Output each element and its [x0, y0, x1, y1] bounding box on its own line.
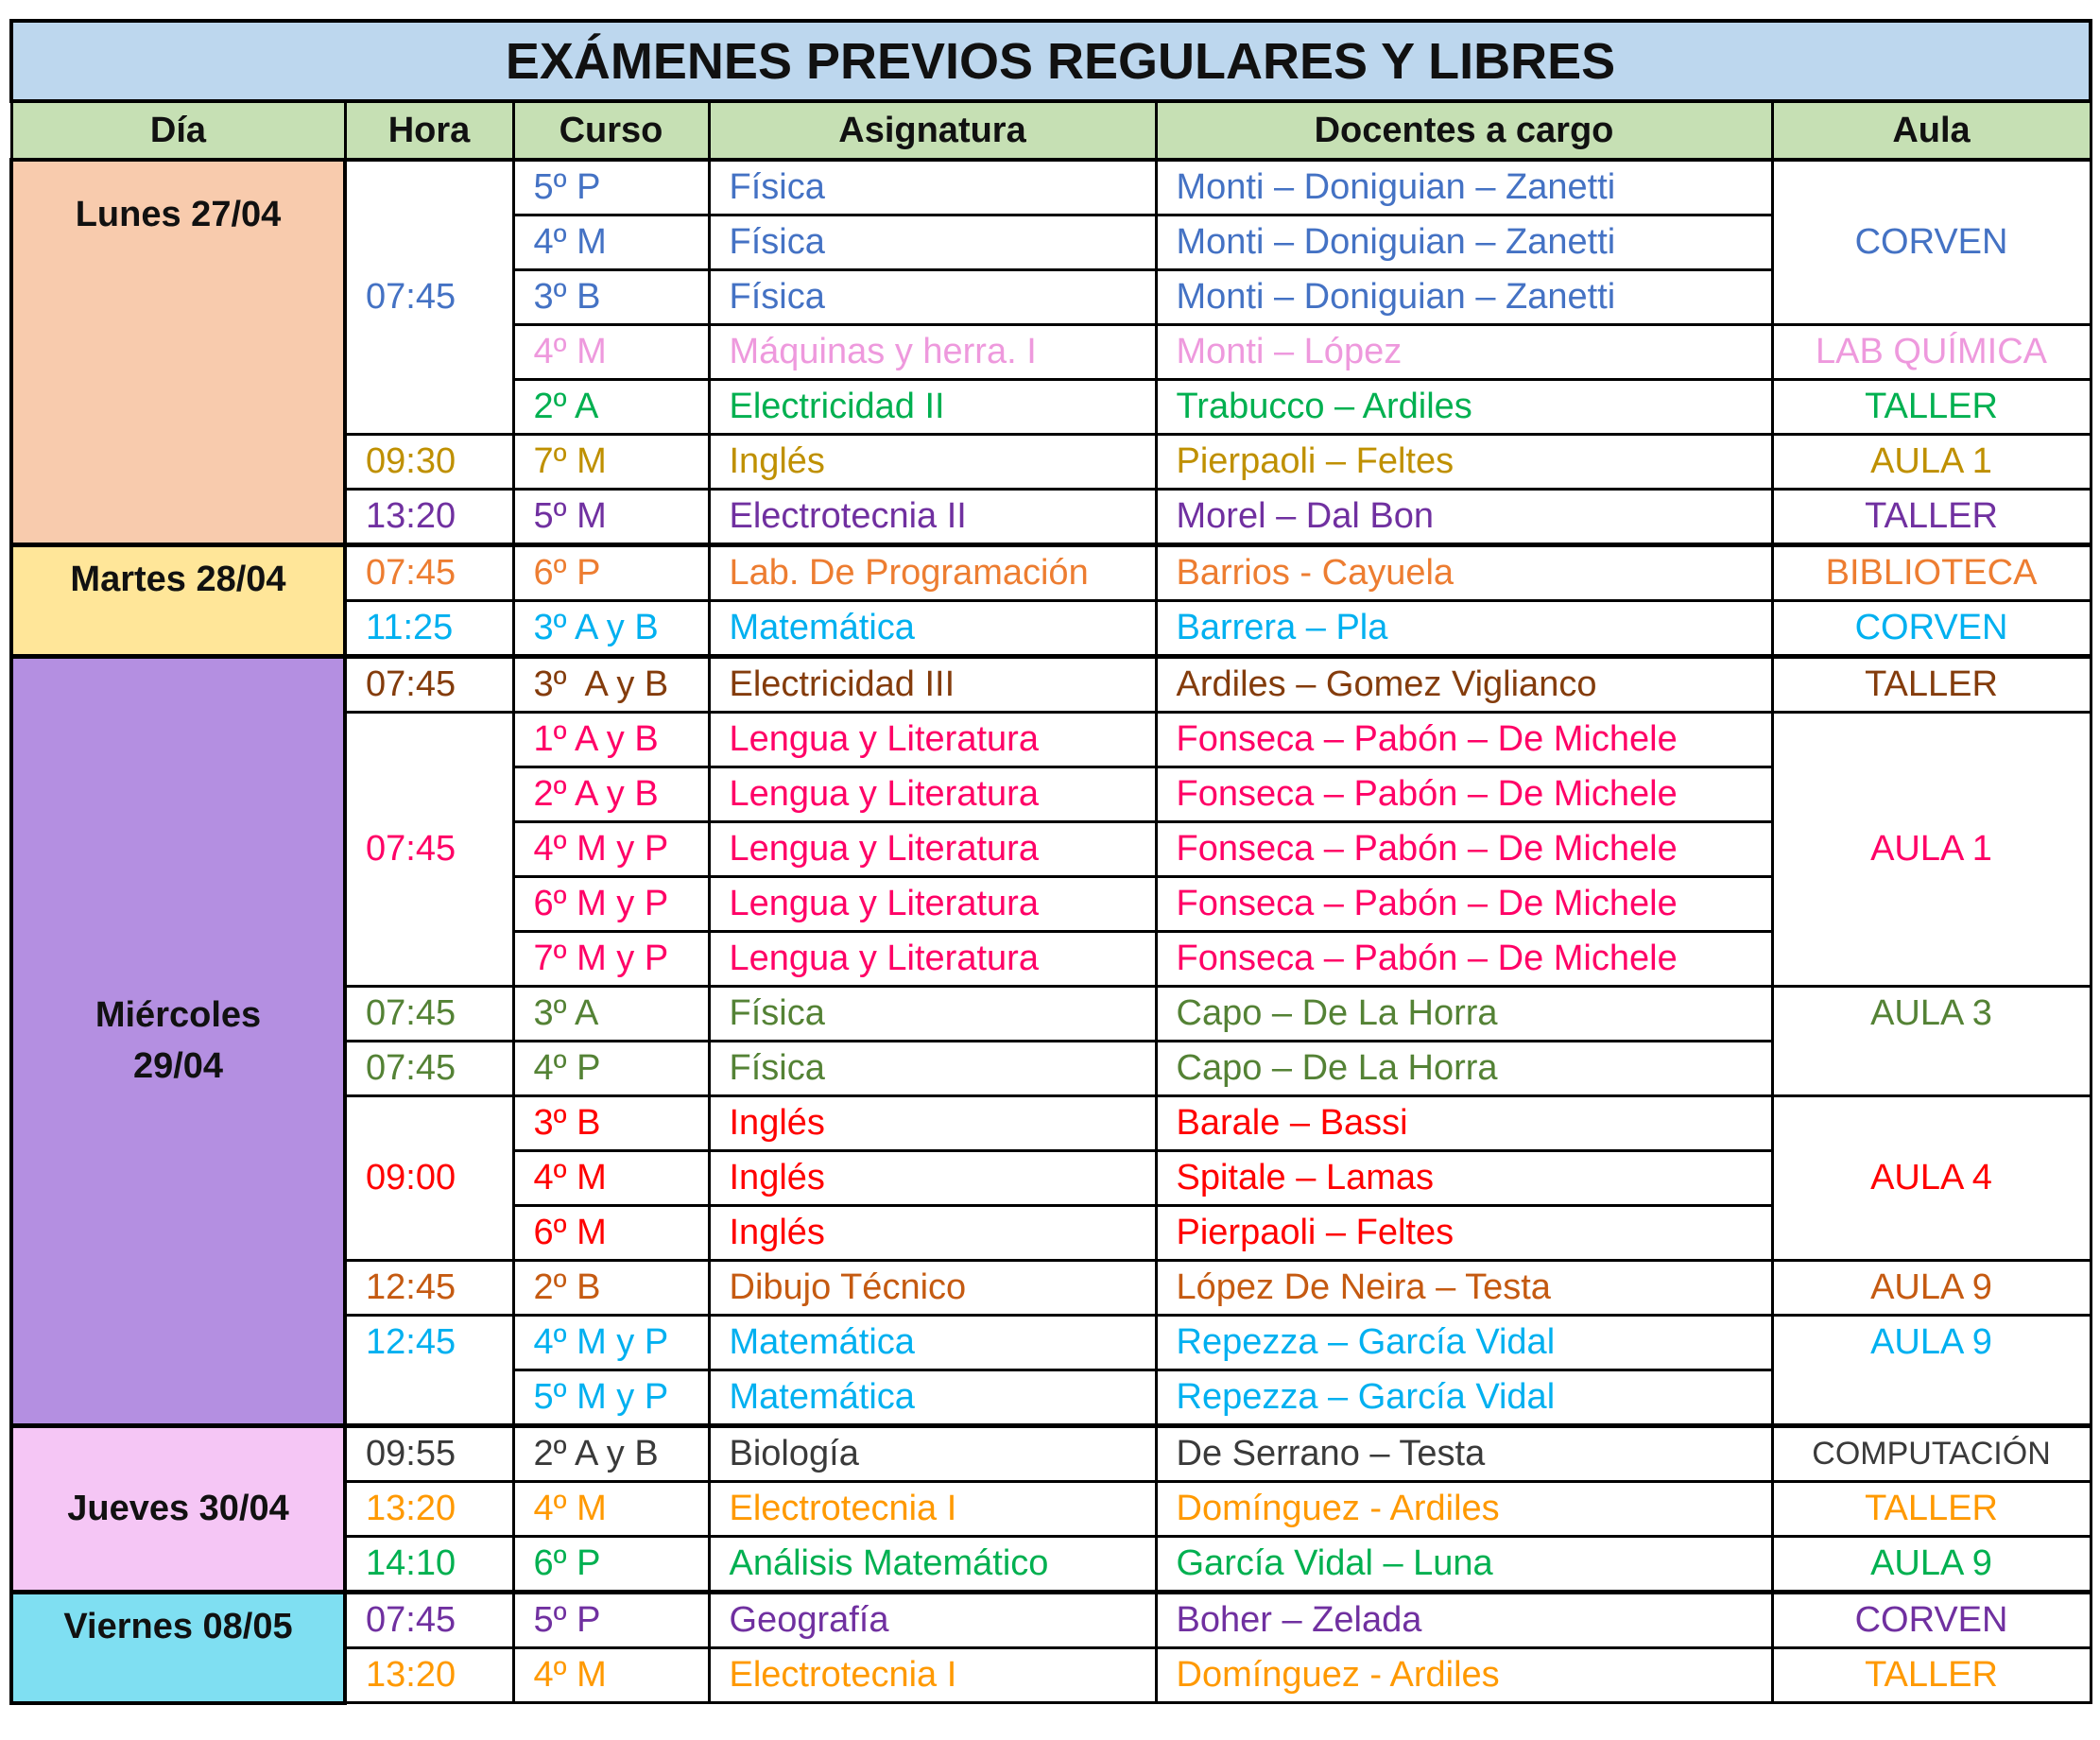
- docentes-cell: Fonseca – Pabón – De Michele: [1156, 932, 1772, 987]
- docentes-cell: Domínguez - Ardiles: [1156, 1648, 1772, 1703]
- docentes-cell: Monti – Doniguian – Zanetti: [1156, 160, 1772, 215]
- curso-cell: 2º B: [513, 1261, 709, 1316]
- day-cell-jueves: [11, 1426, 345, 1593]
- aula-cell: AULA 4: [1772, 1096, 2091, 1261]
- page-title: EXÁMENES PREVIOS REGULARES Y LIBRES: [11, 21, 2091, 101]
- asignatura-cell: Física: [709, 1042, 1156, 1096]
- curso-cell: 5º P: [513, 1593, 709, 1648]
- docentes-cell: Barale – Bassi: [1156, 1096, 1772, 1151]
- aula-cell: AULA 1: [1772, 435, 2091, 490]
- table-row: [11, 657, 2091, 713]
- day-label: Martes 28/04: [70, 560, 286, 599]
- docentes-cell: García Vidal – Luna: [1156, 1537, 1772, 1593]
- docentes-cell: López De Neira – Testa: [1156, 1261, 1772, 1316]
- docentes-cell: Barrios - Cayuela: [1156, 545, 1772, 601]
- curso-cell: 4º M y P: [513, 822, 709, 877]
- aula-cell: BIBLIOTECA: [1772, 545, 2091, 601]
- asignatura-cell: Lengua y Literatura: [709, 932, 1156, 987]
- hora-cell: 09:00: [345, 1096, 513, 1261]
- aula-cell: TALLER: [1772, 1482, 2091, 1537]
- asignatura-cell: Física: [709, 160, 1156, 215]
- hora-cell: 13:20: [345, 490, 513, 545]
- docentes-cell: Domínguez - Ardiles: [1156, 1482, 1772, 1537]
- docentes-cell: Ardiles – Gomez Viglianco: [1156, 657, 1772, 713]
- asignatura-cell: Electrotecnia II: [709, 490, 1156, 545]
- docentes-cell: Monti – López: [1156, 325, 1772, 380]
- asignatura-cell: Física: [709, 987, 1156, 1042]
- aula-cell: TALLER: [1772, 657, 2091, 713]
- curso-cell: 4º M: [513, 1648, 709, 1703]
- curso-cell: 6º M y P: [513, 877, 709, 932]
- aula-cell: CORVEN: [1772, 160, 2091, 325]
- asignatura-cell: Análisis Matemático: [709, 1537, 1156, 1593]
- hora-cell: 07:45: [345, 987, 513, 1042]
- docentes-cell: Capo – De La Horra: [1156, 987, 1772, 1042]
- curso-cell: 6º P: [513, 545, 709, 601]
- curso-cell: 2º A y B: [513, 1426, 709, 1482]
- asignatura-cell: Lengua y Literatura: [709, 713, 1156, 767]
- hora-cell: 07:45: [345, 1593, 513, 1648]
- table-row: [11, 160, 2091, 215]
- hora-cell: 07:45: [345, 713, 513, 987]
- docentes-cell: Fonseca – Pabón – De Michele: [1156, 713, 1772, 767]
- aula-cell: AULA 3: [1772, 987, 2091, 1096]
- docentes-cell: Fonseca – Pabón – De Michele: [1156, 767, 1772, 822]
- hora-cell: 13:20: [345, 1482, 513, 1537]
- docentes-cell: Spitale – Lamas: [1156, 1151, 1772, 1206]
- table-row: [11, 1593, 2091, 1648]
- asignatura-cell: Biología: [709, 1426, 1156, 1482]
- aula-cell: TALLER: [1772, 1648, 2091, 1703]
- hora-cell: 12:45: [345, 1316, 513, 1426]
- curso-cell: 3º A y B: [513, 601, 709, 657]
- docentes-cell: Monti – Doniguian – Zanetti: [1156, 270, 1772, 325]
- asignatura-cell: Matemática: [709, 1316, 1156, 1370]
- aula-cell: AULA 1: [1772, 713, 2091, 987]
- asignatura-cell: Lengua y Literatura: [709, 822, 1156, 877]
- curso-cell: 1º A y B: [513, 713, 709, 767]
- curso-cell: 7º M y P: [513, 932, 709, 987]
- curso-cell: 5º M y P: [513, 1370, 709, 1426]
- docentes-cell: Fonseca – Pabón – De Michele: [1156, 877, 1772, 932]
- aula-cell: TALLER: [1772, 380, 2091, 435]
- day-cell-martes: [11, 545, 345, 657]
- curso-cell: 2º A y B: [513, 767, 709, 822]
- day-label: Jueves 30/04: [67, 1488, 289, 1528]
- docentes-cell: Morel – Dal Bon: [1156, 490, 1772, 545]
- day-label: Viernes 08/05: [63, 1607, 293, 1646]
- header-aula: Aula: [1772, 101, 2091, 160]
- aula-cell: AULA 9: [1772, 1537, 2091, 1593]
- docentes-cell: De Serrano – Testa: [1156, 1426, 1772, 1482]
- asignatura-cell: Inglés: [709, 435, 1156, 490]
- hora-cell: 07:45: [345, 160, 513, 435]
- hora-cell: 07:45: [345, 657, 513, 713]
- curso-cell: 3º A: [513, 987, 709, 1042]
- hora-cell: 13:20: [345, 1648, 513, 1703]
- curso-cell: 3º A y B: [513, 657, 709, 713]
- asignatura-cell: Inglés: [709, 1096, 1156, 1151]
- asignatura-cell: Electrotecnia I: [709, 1482, 1156, 1537]
- hora-cell: 09:30: [345, 435, 513, 490]
- header-dia: Día: [11, 101, 345, 160]
- docentes-cell: Capo – De La Horra: [1156, 1042, 1772, 1096]
- table-row: [11, 1426, 2091, 1482]
- hora-cell: 07:45: [345, 1042, 513, 1096]
- aula-cell: CORVEN: [1772, 1593, 2091, 1648]
- exam-schedule-table: [9, 19, 2092, 1705]
- aula-cell: AULA 9: [1772, 1261, 2091, 1316]
- aula-cell: TALLER: [1772, 490, 2091, 545]
- docentes-cell: Fonseca – Pabón – De Michele: [1156, 822, 1772, 877]
- hora-cell: 07:45: [345, 545, 513, 601]
- day-cell-lunes: [11, 160, 345, 545]
- asignatura-cell: Inglés: [709, 1151, 1156, 1206]
- table-row: [11, 545, 2091, 601]
- docentes-cell: Barrera – Pla: [1156, 601, 1772, 657]
- docentes-cell: Repezza – García Vidal: [1156, 1316, 1772, 1370]
- asignatura-cell: Electricidad III: [709, 657, 1156, 713]
- hora-cell: 11:25: [345, 601, 513, 657]
- asignatura-cell: Lengua y Literatura: [709, 767, 1156, 822]
- curso-cell: 7º M: [513, 435, 709, 490]
- asignatura-cell: Matemática: [709, 1370, 1156, 1426]
- header-curso: Curso: [513, 101, 709, 160]
- asignatura-cell: Matemática: [709, 601, 1156, 657]
- curso-cell: 3º B: [513, 270, 709, 325]
- asignatura-cell: Dibujo Técnico: [709, 1261, 1156, 1316]
- curso-cell: 4º M y P: [513, 1316, 709, 1370]
- header-asignatura: Asignatura: [709, 101, 1156, 160]
- asignatura-cell: Máquinas y herra. I: [709, 325, 1156, 380]
- day-cell-viernes: [11, 1593, 345, 1703]
- hora-cell: 12:45: [345, 1261, 513, 1316]
- curso-cell: 4º P: [513, 1042, 709, 1096]
- aula-cell: CORVEN: [1772, 601, 2091, 657]
- asignatura-cell: Lab. De Programación: [709, 545, 1156, 601]
- aula-cell: COMPUTACIÓN: [1772, 1426, 2091, 1482]
- curso-cell: 3º B: [513, 1096, 709, 1151]
- docentes-cell: Pierpaoli – Feltes: [1156, 1206, 1772, 1261]
- asignatura-cell: Física: [709, 270, 1156, 325]
- curso-cell: 4º M: [513, 1482, 709, 1537]
- day-cell-miercoles: [11, 657, 345, 1426]
- curso-cell: 4º M: [513, 325, 709, 380]
- asignatura-cell: Geografía: [709, 1593, 1156, 1648]
- curso-cell: 4º M: [513, 1151, 709, 1206]
- docentes-cell: Boher – Zelada: [1156, 1593, 1772, 1648]
- asignatura-cell: Electricidad II: [709, 380, 1156, 435]
- aula-cell: AULA 9: [1772, 1316, 2091, 1426]
- curso-cell: 6º P: [513, 1537, 709, 1593]
- curso-cell: 6º M: [513, 1206, 709, 1261]
- aula-cell: LAB QUÍMICA: [1772, 325, 2091, 380]
- day-label-line1: Miércoles: [95, 995, 262, 1036]
- curso-cell: 5º P: [513, 160, 709, 215]
- day-label: Lunes 27/04: [75, 195, 282, 234]
- header-hora: Hora: [345, 101, 513, 160]
- curso-cell: 4º M: [513, 215, 709, 270]
- exam-schedule-sheet: [9, 19, 2089, 1720]
- docentes-cell: Repezza – García Vidal: [1156, 1370, 1772, 1426]
- asignatura-cell: Electrotecnia I: [709, 1648, 1156, 1703]
- curso-cell: 5º M: [513, 490, 709, 545]
- asignatura-cell: Lengua y Literatura: [709, 877, 1156, 932]
- day-label-line2: 29/04: [132, 1045, 224, 1086]
- curso-cell: 2º A: [513, 380, 709, 435]
- header-docentes: Docentes a cargo: [1156, 101, 1772, 160]
- docentes-cell: Trabucco – Ardiles: [1156, 380, 1772, 435]
- asignatura-cell: Inglés: [709, 1206, 1156, 1261]
- hora-cell: 14:10: [345, 1537, 513, 1593]
- hora-cell: 09:55: [345, 1426, 513, 1482]
- docentes-cell: Monti – Doniguian – Zanetti: [1156, 215, 1772, 270]
- docentes-cell: Pierpaoli – Feltes: [1156, 435, 1772, 490]
- asignatura-cell: Física: [709, 215, 1156, 270]
